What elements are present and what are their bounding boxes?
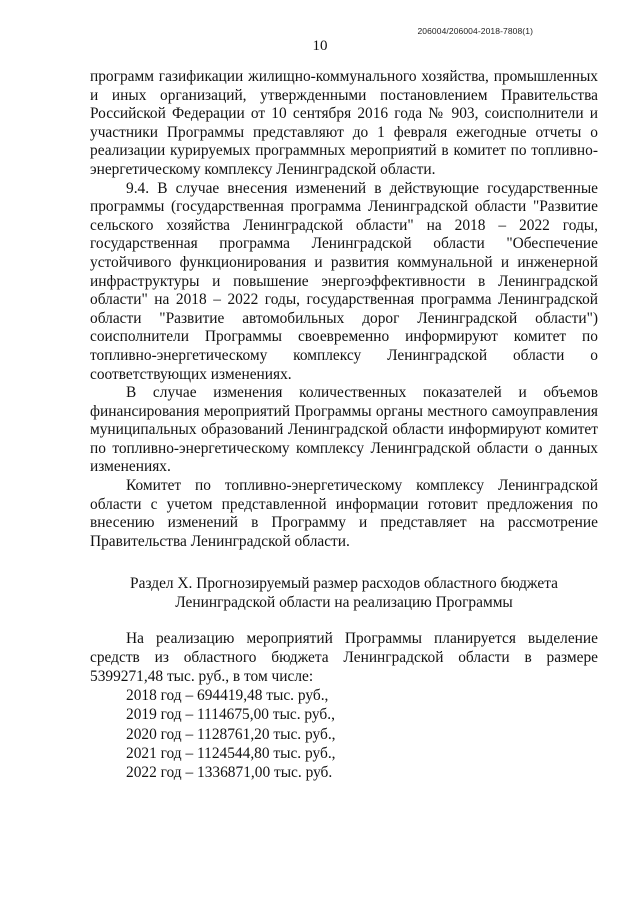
budget-year-2018: 2018 год – 694419,48 тыс. руб.,	[126, 687, 329, 705]
paragraph-municipal-changes: В случае изменения количественных показателей и объемов финансирования мероприятий Программы органы местного самоуправления муниципальных образований Ленинградской области информируют комитет по топливно-энергетическому комплексу Ленинградской области о данных изменениях.	[90, 384, 598, 476]
budget-year-2021: 2021 год – 1124544,80 тыс. руб.,	[126, 744, 336, 762]
budget-year-2020: 2020 год – 1128761,20 тыс. руб.,	[126, 725, 336, 743]
budget-year-2022: 2022 год – 1336871,00 тыс. руб.	[126, 764, 333, 782]
paragraph-committee-proposals: Комитет по топливно-энергетическому комплексу Ленинградской области с учетом представленной информации готовит предложения по внесению изменений в Программу и представляет на рассмотрение Правительства Ленинградской области.	[90, 477, 598, 550]
budget-year-list	[90, 686, 598, 782]
section-title-line-2: Ленинградской области на реализацию Программы	[175, 594, 513, 612]
section-title-line-1: Раздел X. Прогнозируемый размер расходов областного бюджета	[130, 575, 558, 593]
document-id: 206004/206004-2018-7808(1)	[417, 26, 533, 36]
budget-intro: На реализацию мероприятий Программы планируется выделение средств из областного бюджета Ленинградской области в размере 5399271,48 тыс. руб., в том числе:	[90, 630, 598, 685]
paragraph-9-4: 9.4. В случае внесения изменений в действующие государственные программы (государственная программа Ленинградской области "Развитие сельского хозяйства Ленинградской области" на 2018 – 2022 годы, государственная программа Ленинградской области "Обеспечение устойчивого функционирования и развития коммунальной и инженерной инфраструктуры и повышение энергоэффективности в Ленинградской области" на 2018 – 2022 годы, государственная программа Ленинградской области "Развитие автомобильных дорог Ленинградской области") соисполнители Программы своевременно информируют комитет по топливно-энергетическому комплексу Ленинградской области о соответствующих изменениях.	[90, 179, 598, 383]
document-body	[90, 68, 598, 782]
budget-year-2019: 2019 год – 1114675,00 тыс. руб.,	[126, 706, 335, 724]
page-number: 10	[312, 38, 328, 54]
paragraph-reporting: программ газификации жилищно-коммунального хозяйства, промышленных и иных организаций, утвержденными постановлением Правительства Российской Федерации от 10 сентября 2016 года № 903, соисполнители и участники Программы представляют до 1 февраля ежегодные отчеты о реализации курируемых программных мероприятий в комитет по топливно-энергетическому комплексу Ленинградской области.	[90, 68, 598, 178]
section-title	[90, 574, 598, 612]
